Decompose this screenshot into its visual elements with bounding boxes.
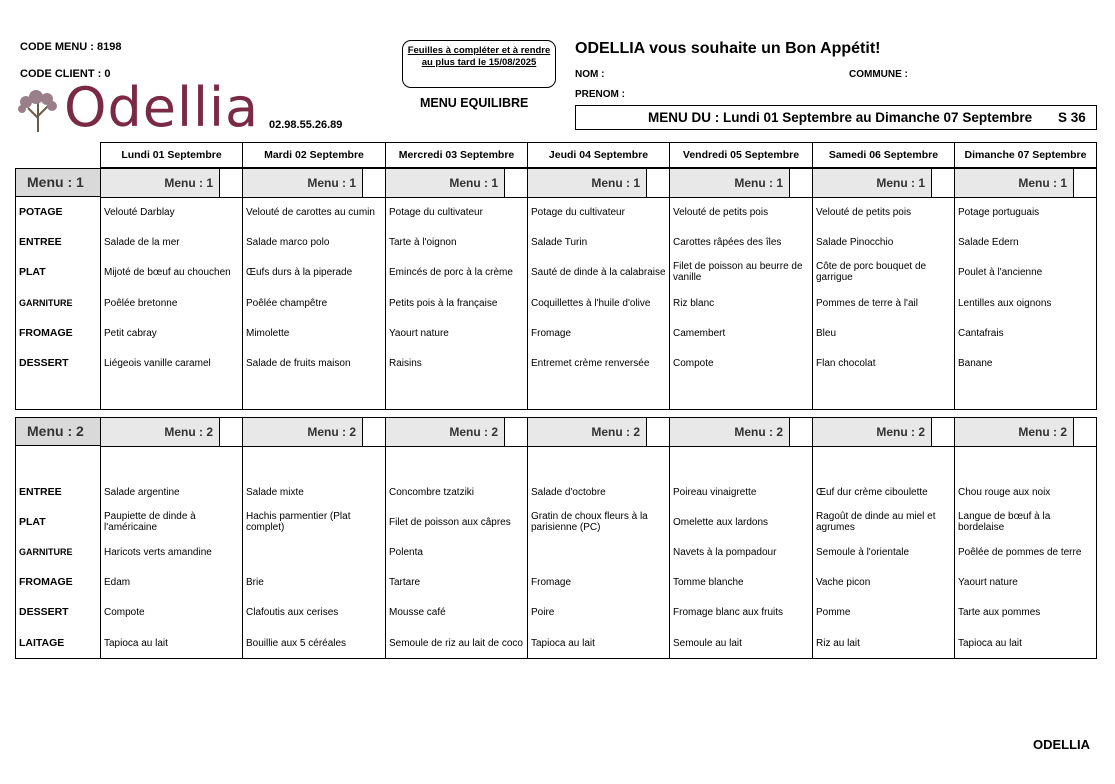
menu2-dish: Edam: [104, 576, 131, 588]
menu1-dish: Lentilles aux oignons: [958, 297, 1052, 309]
menu1-dish: Velouté de petits pois: [673, 206, 769, 218]
menu1-col-label-0: Menu : 1: [101, 169, 219, 197]
menu2-dish: Polenta: [389, 546, 423, 558]
menu1-checkbox-divider: [219, 168, 220, 197]
menu1-row-label-entree: ENTREE: [19, 235, 62, 248]
menu2-row-label-dessert: DESSERT: [19, 605, 69, 618]
menu1-dish: Flan chocolat: [816, 357, 876, 369]
menu1-dish: Petits pois à la française: [389, 297, 498, 309]
menu2-dish: [243, 539, 385, 565]
commune-label: COMMUNE :: [849, 69, 908, 80]
menu1-dish: Velouté de carottes au cumin: [246, 206, 375, 218]
menu2-col-label-5: Menu : 2: [813, 418, 931, 446]
menu1-dish: Yaourt nature: [389, 327, 449, 339]
menu1-dish: Salade Pinocchio: [816, 236, 894, 248]
menu1-dish: Carottes râpées des îles: [673, 236, 782, 248]
menu2-dish: Gratin de choux fleurs à la parisienne (PC): [531, 511, 648, 533]
menu2-col-label-0: Menu : 2: [101, 418, 219, 446]
menu1-dish: Potage portuguais: [958, 206, 1040, 218]
menu2-dish: Langue de bœuf à la bordelaise: [958, 511, 1051, 533]
menu2-col-label-3: Menu : 2: [528, 418, 646, 446]
menu2-dish: Haricots verts amandine: [104, 546, 212, 558]
menu1-dish: Entremet crème renversée: [531, 357, 650, 369]
menu2-head-border: [100, 446, 1096, 447]
menu1-dish: Salade marco polo: [246, 236, 330, 248]
menu1-dish: Tarte à l'oignon: [389, 236, 457, 248]
phone-number: 02.98.55.26.89: [269, 119, 343, 131]
menu2-col-label-2: Menu : 2: [386, 418, 504, 446]
menu2-dish: [528, 539, 669, 565]
menu1-row-label-fromage: FROMAGE: [19, 326, 73, 339]
menu2-checkbox-divider: [931, 417, 932, 446]
menu2-checkbox-divider: [1073, 417, 1074, 446]
odellia-logo: [14, 76, 260, 139]
menu2-checkbox-divider: [219, 417, 220, 446]
menu2-dish: Yaourt nature: [958, 576, 1018, 588]
menu2-dish: Salade mixte: [246, 486, 304, 498]
menu1-col-label-5: Menu : 1: [813, 169, 931, 197]
menu2-col-label-1: Menu : 2: [243, 418, 362, 446]
code-client: CODE CLIENT : 0: [20, 68, 111, 80]
menu2-dish: Semoule à l'orientale: [816, 546, 910, 558]
menu2-col-label-4: Menu : 2: [670, 418, 789, 446]
day-header-0: Lundi 01 Septembre: [100, 142, 243, 168]
menu2-dish: Fromage: [531, 576, 572, 588]
menu-period-box: [575, 105, 1097, 130]
menu1-dish: Liégeois vanille caramel: [104, 357, 211, 369]
menu2-dish: Chou rouge aux noix: [958, 486, 1051, 498]
menu1-dish: Salade Edern: [958, 236, 1019, 248]
menu-type: MENU EQUILIBRE: [420, 96, 529, 110]
day-header-4: Vendredi 05 Septembre: [669, 142, 813, 168]
menu2-dish: Concombre tzatziki: [389, 486, 475, 498]
menu1-col-label-2: Menu : 1: [386, 169, 504, 197]
day-header-6: Dimanche 07 Septembre: [954, 142, 1097, 168]
menu2-row-label-entree: ENTREE: [19, 485, 62, 498]
menu1-dish: Mijoté de bœuf au chouchen: [104, 266, 231, 278]
menu1-row-label-potage: POTAGE: [19, 205, 63, 218]
logo-wordmark: Odellia: [64, 76, 260, 139]
menu2-row-label-plat: PLAT: [19, 515, 46, 528]
menu2-row-label-fromage: FROMAGE: [19, 575, 73, 588]
menu1-dish: Poulet à l'ancienne: [958, 266, 1043, 278]
menu1-dish: Sauté de dinde à la calabraise: [531, 266, 666, 278]
menu1-dish: Potage du cultivateur: [389, 206, 483, 218]
menu1-row-label-plat: PLAT: [19, 265, 46, 278]
menu1-col-label-1: Menu : 1: [243, 169, 362, 197]
menu1-bottom-border: [15, 409, 1097, 410]
menu1-col-label-4: Menu : 1: [670, 169, 789, 197]
menu2-checkbox-divider: [789, 417, 790, 446]
menu1-row-label-garniture: GARNITURE: [19, 297, 73, 308]
menu1-dish: Côte de porc bouquet de garrigue: [816, 261, 927, 283]
menu2-dish: Clafoutis aux cerises: [246, 606, 339, 618]
menu1-dish: Bleu: [816, 327, 837, 339]
menu1-title: Menu : 1: [15, 168, 101, 197]
menu2-dish: Œuf dur crème ciboulette: [816, 486, 928, 498]
menu2-dish: Mousse café: [389, 606, 446, 618]
menu1-dish: Filet de poisson au beurre de vanille: [673, 261, 803, 283]
menu2-dish: Vache picon: [816, 576, 871, 588]
menu2-dish: Filet de poisson aux câpres: [389, 516, 511, 528]
menu2-dish: Brie: [246, 576, 264, 588]
menu2-col-label-6: Menu : 2: [955, 418, 1073, 446]
menu-period: MENU DU : Lundi 01 Septembre au Dimanche 07 Septembre: [648, 110, 1033, 125]
menu1-checkbox-divider: [789, 168, 790, 197]
menu1-dish: Velouté de petits pois: [816, 206, 912, 218]
menu1-dish: Salade de fruits maison: [246, 357, 351, 369]
menu2-dish: Semoule au lait: [673, 637, 742, 649]
menu2-dish: Tartare: [389, 576, 421, 588]
menu1-checkbox-divider: [362, 168, 363, 197]
menu2-col-border: [1096, 417, 1097, 658]
deadline-notice: Feuilles à compléter et à rendre au plus tard le 15/08/2025: [402, 40, 556, 88]
menu1-head-border: [100, 197, 1096, 198]
menu1-checkbox-divider: [504, 168, 505, 197]
day-header-3: Jeudi 04 Septembre: [527, 142, 670, 168]
menu1-col-label-6: Menu : 1: [955, 169, 1073, 197]
menu1-dish: Œufs durs à la piperade: [246, 266, 353, 278]
menu1-dish: Potage du cultivateur: [531, 206, 625, 218]
menu1-dish: Coquillettes à l'huile d'olive: [531, 297, 651, 309]
menu1-dish: Poêlée bretonne: [104, 297, 178, 309]
menu2-dish: Semoule de riz au lait de coco: [389, 637, 523, 649]
menu2-dish: Fromage blanc aux fruits: [673, 606, 784, 618]
menu1-dish: Emincés de porc à la crème: [389, 266, 513, 278]
menu2-checkbox-divider: [362, 417, 363, 446]
menu2-dish: Ragoût de dinde au miel et agrumes: [816, 511, 936, 533]
menu1-dish: Mimolette: [246, 327, 290, 339]
menu1-dish: Compote: [673, 357, 714, 369]
menu2-row-label-garniture: GARNITURE: [19, 546, 73, 557]
menu2-dish: Tapioca au lait: [104, 637, 168, 649]
nom-label: NOM :: [575, 69, 605, 80]
day-header-5: Samedi 06 Septembre: [812, 142, 955, 168]
tree-icon: [14, 88, 62, 134]
menu1-col-border: [1096, 168, 1097, 409]
menu2-dish: Tarte aux pommes: [958, 606, 1041, 618]
menu2-dish: Riz au lait: [816, 637, 860, 649]
menu2-checkbox-divider: [646, 417, 647, 446]
menu1-dish: Pommes de terre à l'ail: [816, 297, 918, 309]
menu2-checkbox-divider: [504, 417, 505, 446]
menu1-dish: Petit cabray: [104, 327, 157, 339]
menu1-dish: Velouté Darblay: [104, 206, 175, 218]
prenom-label: PRENOM :: [575, 89, 625, 100]
menu2-dish: Poireau vinaigrette: [673, 486, 757, 498]
menu2-dish: Navets à la pompadour: [673, 546, 777, 558]
menu1-col-label-3: Menu : 1: [528, 169, 646, 197]
menu2-dish: Salade d'octobre: [531, 486, 606, 498]
menu2-dish: Pomme: [816, 606, 851, 618]
code-menu: CODE MENU : 8198: [20, 41, 122, 53]
menu2-dish: Omelette aux lardons: [673, 516, 769, 528]
day-header-1: Mardi 02 Septembre: [242, 142, 386, 168]
menu1-checkbox-divider: [1073, 168, 1074, 197]
menu1-dish: Camembert: [673, 327, 726, 339]
menu2-dish: Hachis parmentier (Plat complet): [246, 511, 351, 533]
menu1-dish: Fromage: [531, 327, 572, 339]
menu2-dish: Salade argentine: [104, 486, 180, 498]
menu1-checkbox-divider: [646, 168, 647, 197]
menu2-row-label-laitage: LAITAGE: [19, 636, 65, 649]
menu1-dish: Riz blanc: [673, 297, 715, 309]
menu1-dish: Salade de la mer: [104, 236, 180, 248]
menu2-dish: Poêlée de pommes de terre: [958, 546, 1082, 558]
menu1-dish: Cantafrais: [958, 327, 1004, 339]
menu2-dish: Tapioca au lait: [958, 637, 1022, 649]
menu2-dish: Compote: [104, 606, 145, 618]
day-header-2: Mercredi 03 Septembre: [385, 142, 528, 168]
menu2-dish: Tomme blanche: [673, 576, 744, 588]
greeting: ODELLIA vous souhaite un Bon Appétit!: [575, 40, 881, 57]
menu2-title: Menu : 2: [15, 417, 101, 446]
menu2-bottom-border: [15, 658, 1097, 659]
menu1-dish: Raisins: [389, 357, 422, 369]
menu2-dish: Bouillie aux 5 céréales: [246, 637, 347, 649]
menu2-dish: Tapioca au lait: [531, 637, 595, 649]
menu1-row-label-dessert: DESSERT: [19, 356, 69, 369]
menu1-dish: Poêlée champêtre: [246, 297, 328, 309]
week-number: S 36: [1058, 110, 1086, 125]
menu1-dish: Banane: [958, 357, 993, 369]
footer-brand: ODELLIA: [1033, 737, 1091, 752]
menu2-dish: Poire: [531, 606, 555, 618]
menu1-checkbox-divider: [931, 168, 932, 197]
menu1-dish: Salade Turin: [531, 236, 588, 248]
menu2-dish: Paupiette de dinde à l'américaine: [104, 511, 196, 533]
